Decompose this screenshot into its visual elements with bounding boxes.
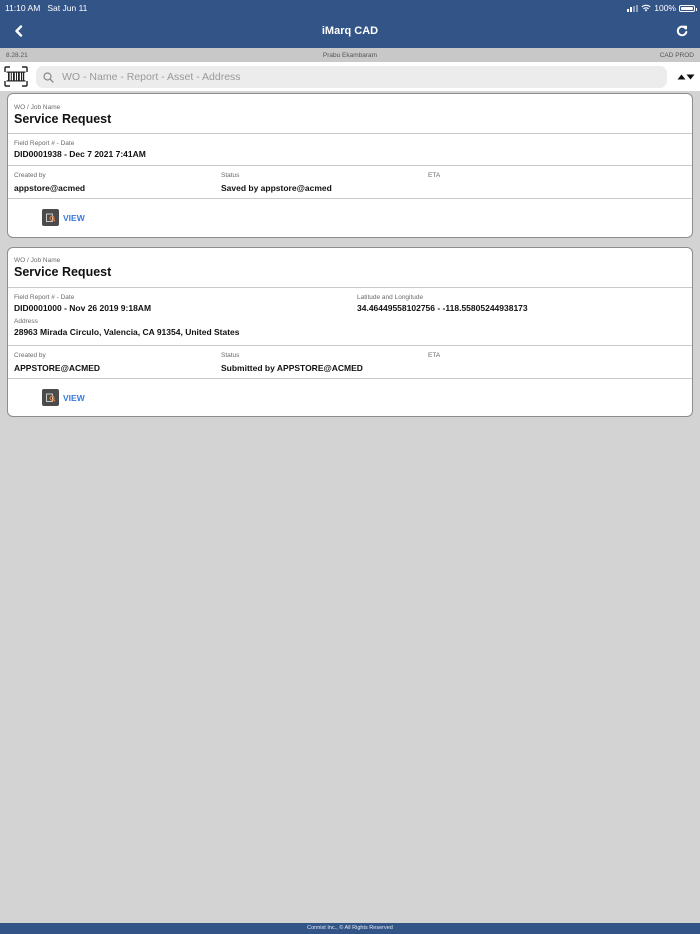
lat-long-value: 34.46449558102756 - -118.55805244938173 — [357, 303, 528, 313]
wo-section — [8, 248, 692, 288]
meta-section — [8, 346, 692, 379]
report-field — [14, 294, 357, 313]
report-section — [8, 134, 692, 166]
refresh-button[interactable] — [674, 22, 690, 40]
status-label: Status — [221, 352, 240, 359]
search-input[interactable] — [62, 71, 622, 83]
created-by-value: appstore@acmed — [14, 183, 86, 193]
search-row — [0, 62, 700, 91]
battery-percent: 100% — [654, 3, 676, 13]
actions-section — [8, 199, 692, 228]
lat-long-field — [357, 294, 528, 313]
eta-label: ETA — [428, 172, 441, 179]
sort-up-down-icon — [677, 73, 695, 81]
refresh-icon — [676, 25, 688, 37]
search-box — [36, 66, 667, 88]
created-by-value: APPSTORE@ACMED — [14, 363, 101, 373]
status-field — [221, 172, 428, 198]
wo-label: WO / Job Name — [14, 104, 61, 111]
report-card[interactable] — [7, 93, 693, 238]
info-bar — [0, 48, 700, 62]
app-version: 8.28.21 — [6, 51, 28, 59]
status-bar-time — [5, 3, 87, 13]
wo-value: Service Request — [14, 265, 112, 279]
eta-field — [428, 172, 635, 198]
status-label: Status — [221, 172, 240, 179]
lat-long-label: Latitude and Longitude — [357, 294, 424, 301]
footer: Connixt Inc., © All Rights Reserved — [0, 923, 700, 934]
address-field — [14, 318, 692, 337]
view-report-icon — [42, 209, 59, 226]
status-field — [221, 352, 428, 378]
report-section — [8, 288, 692, 346]
report-label: Field Report # - Date — [14, 140, 75, 147]
cellular-signal-icon — [627, 5, 638, 12]
report-value: DID0001000 - Nov 26 2019 9:18AM — [14, 303, 152, 313]
status-value: Saved by appstore@acmed — [221, 183, 332, 193]
environment-label: CAD PROD — [659, 51, 694, 59]
created-by-field — [14, 352, 221, 378]
created-by-label: Created by — [14, 172, 46, 179]
wo-section — [8, 94, 692, 134]
barcode-scan-button[interactable] — [4, 66, 28, 87]
view-button[interactable] — [42, 209, 85, 226]
time-text: 11:10 AM — [5, 3, 41, 13]
status-value: Submitted by APPSTORE@ACMED — [221, 363, 363, 373]
top-bar — [0, 0, 700, 48]
view-button[interactable] — [42, 389, 85, 406]
battery-icon — [679, 5, 695, 12]
address-value: 28963 Mirada Circulo, Valencia, CA 91354, United States — [14, 327, 240, 337]
wo-value: Service Request — [14, 112, 112, 126]
sort-button[interactable] — [677, 71, 695, 82]
wifi-icon — [641, 4, 651, 12]
report-label: Field Report # - Date — [14, 294, 75, 301]
report-card[interactable] — [7, 247, 693, 417]
created-by-field — [14, 172, 221, 198]
actions-section — [8, 379, 692, 408]
report-grid — [14, 294, 692, 313]
wo-label: WO / Job Name — [14, 257, 61, 264]
eta-label: ETA — [428, 352, 441, 359]
meta-section — [8, 166, 692, 199]
view-label: VIEW — [63, 212, 85, 223]
address-label: Address — [14, 318, 38, 325]
report-value: DID0001938 - Dec 7 2021 7:41AM — [14, 149, 146, 159]
date-text: Sat Jun 11 — [47, 3, 88, 13]
user-name: Prabu Ekambaram — [322, 51, 378, 59]
barcode-scan-icon — [4, 66, 28, 87]
status-bar-indicators — [627, 3, 695, 13]
app-title: iMarq CAD — [321, 25, 379, 37]
search-icon — [42, 71, 54, 83]
created-by-label: Created by — [14, 352, 46, 359]
view-report-icon — [42, 389, 59, 406]
view-label: VIEW — [63, 392, 85, 403]
eta-field — [428, 352, 635, 378]
